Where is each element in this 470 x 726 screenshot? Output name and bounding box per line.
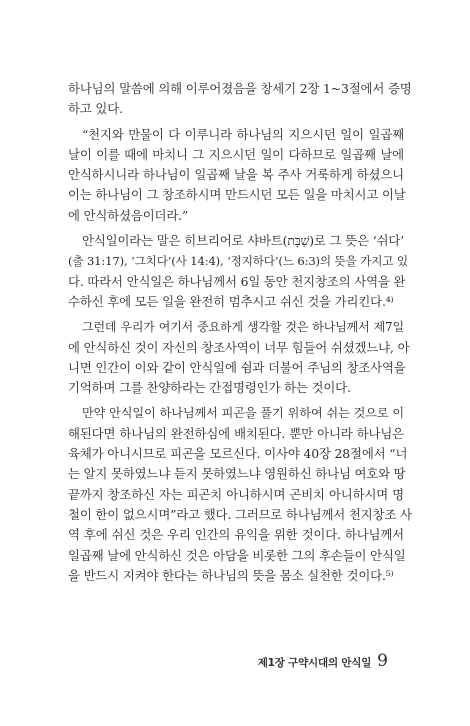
text-line: 철이 한이 없으시며”라고 했다. 그러므로 하나님께서 천지창조 사 xyxy=(68,506,412,522)
text-line: 에 안식하신 것이 자신의 창조사역이 너무 힘들어 쉬셨겠느냐, 아 xyxy=(68,339,410,355)
text-line: 하나님의 말씀에 의해 이루어졌음을 창세기 2장 1~3절에서 증명 xyxy=(68,81,412,96)
text-line: 는 알지 못하였느냐 듣지 못하였느냐 영원하신 하나님 여호와 땅 xyxy=(68,466,406,482)
body-text xyxy=(68,79,412,586)
paragraph xyxy=(68,231,408,312)
text-line: 역 후에 쉬신 것은 우리 인간의 유익을 위한 것이다. 하나님께서 xyxy=(68,527,404,543)
text-line: 니면 인간이 이와 같이 안식일에 쉼과 더불어 주님의 창조사역을 xyxy=(68,359,406,375)
text-line: 일곱째 날에 안식하신 것은 아담을 비롯한 그의 후손들이 안식일 xyxy=(68,547,406,563)
text-line: 에 안식하셨음이더라.” xyxy=(68,207,189,223)
page-footer xyxy=(258,651,388,671)
paragraph xyxy=(68,79,412,120)
text-line: 다. 따라서 안식일은 하나님께서 6일 동안 천지창조의 사역을 완 xyxy=(68,273,406,289)
text-line: “천지와 만물이 다 이루니라 하나님의 지으시던 일이 일곱째 xyxy=(82,126,404,142)
text-line: 안식일이라는 말은 히브리어로 샤바트(שַׁבָּת)로 그 뜻은 ‘쉬다’ xyxy=(82,233,404,249)
text-line: 해된다면 하나님의 완전하심에 배치된다. 뿐만 아니라 하나님은 xyxy=(68,425,404,441)
paragraph xyxy=(68,125,404,226)
text-line: 안식하시니라 하나님이 일곱째 날을 복 주사 거룩하게 하셨으니 xyxy=(68,167,404,183)
text-line: 을 반드시 지켜야 한다는 하나님의 뜻을 몸소 실천한 것이다.⁵⁾ xyxy=(68,567,394,583)
text-line: 하고 있다. xyxy=(68,101,123,117)
text-line: 그런데 우리가 여기서 중요하게 생각할 것은 하나님께서 제7일 xyxy=(82,320,404,335)
paragraph xyxy=(68,317,410,398)
text-line: 날이 이를 때에 마치니 그 지으시던 일이 다하므로 일곱째 날에 xyxy=(68,146,404,162)
running-chapter-title: 제1장 구약시대의 안식일 xyxy=(257,657,372,669)
page-number: 9 xyxy=(377,651,388,671)
paragraph xyxy=(68,403,412,586)
text-line: 수하신 후에 모든 일을 완전히 멈추시고 쉬신 것을 가리킨다.⁴⁾ xyxy=(68,293,394,309)
text-line: 이는 하나님이 그 창조하시며 만드시던 모든 일을 마치시고 이날 xyxy=(68,187,406,203)
text-line: 육체가 아니시므로 피곤을 모르신다. 이사야 40장 28절에서 “너 xyxy=(68,446,408,462)
text-line: 기억하며 그를 찬양하라는 간접명령인가 하는 것이다. xyxy=(68,380,351,396)
text-line: 끝까지 창조하신 자는 피곤치 아니하시며 곤비치 아니하시며 명 xyxy=(68,486,404,502)
text-line: 만약 안식일이 하나님께서 피곤을 풀기 위하여 쉬는 것으로 이 xyxy=(82,406,404,421)
text-line: (출 31:17), ‘그치다’(사 14:4), ‘정지하다’(느 6:3)의 뜻을 가지고 있 xyxy=(68,254,408,269)
